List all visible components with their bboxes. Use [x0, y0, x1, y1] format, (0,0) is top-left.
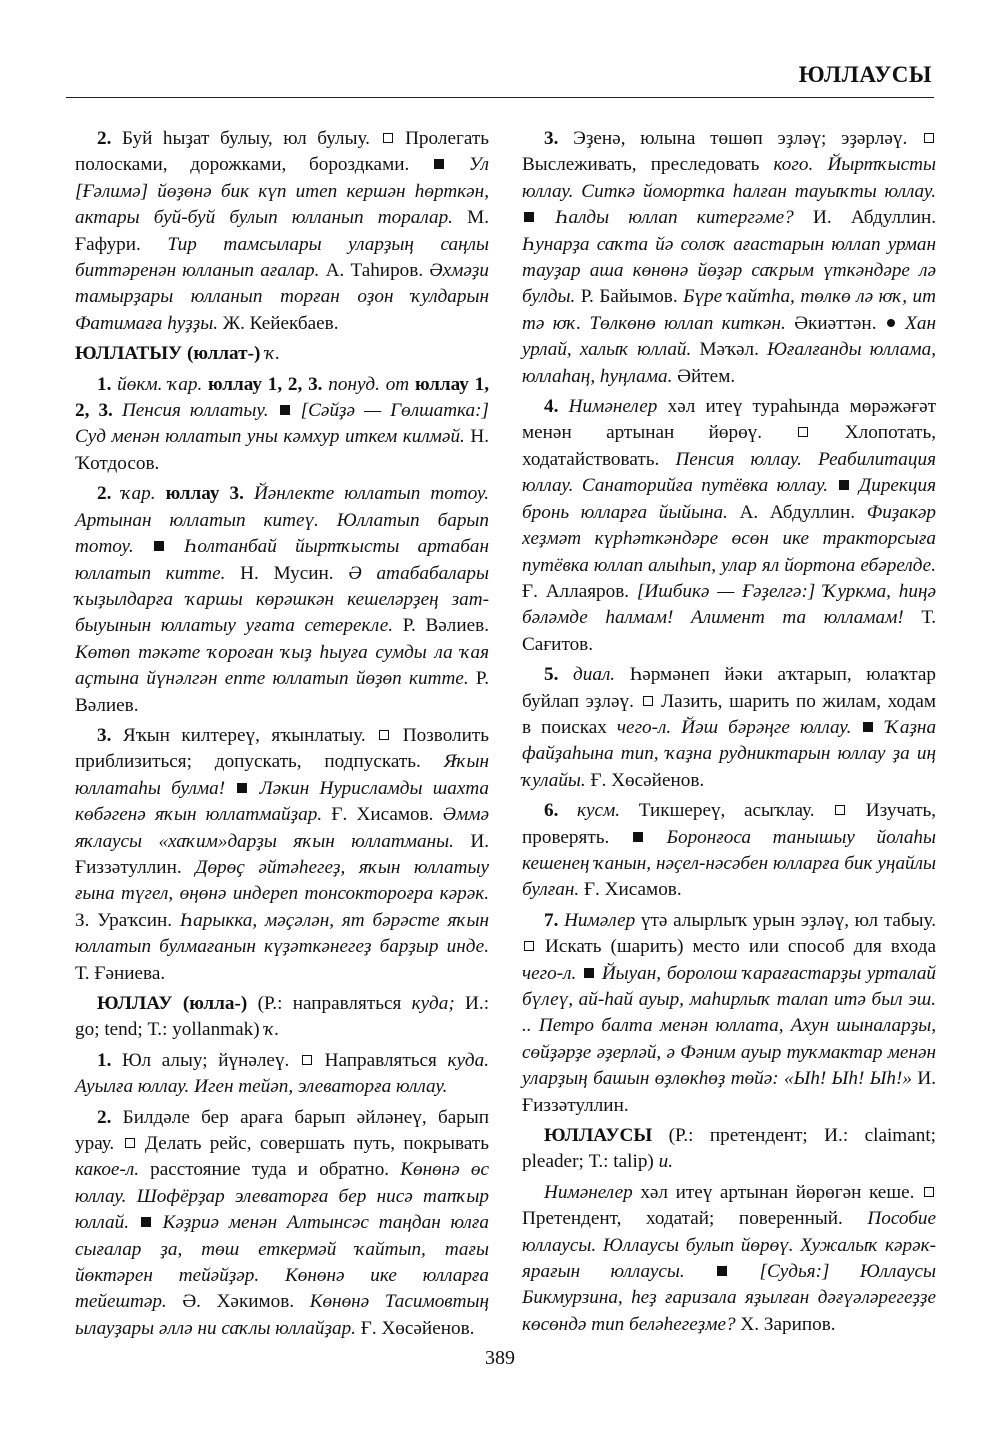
source: Ғ. Хисамов. — [583, 879, 682, 901]
label: Нимәнелер — [544, 1181, 633, 1203]
definition: хәл итеү артынан йөрөгән кеше. — [640, 1181, 915, 1203]
source: Т. Сағитов. — [522, 607, 936, 655]
source: Р. Вәлиев. — [402, 615, 489, 637]
sense-paragraph — [75, 126, 489, 337]
entry-head — [522, 1123, 936, 1176]
sense-number: 6. — [544, 800, 559, 822]
label: ҡар. — [121, 483, 156, 505]
etymology: И.: go; tend; Т.: yollanmak) — [75, 993, 490, 1041]
definition: Тикшереү, асыҡлау. — [638, 800, 815, 822]
example-marker-icon — [717, 1266, 727, 1276]
source: Ж. Кейекбаев. — [222, 312, 339, 334]
running-header: ЮЛЛАУСЫ — [798, 62, 932, 87]
example: Пенсия юллау. Реабилитация юллау. Санаторийға путёвка юллау. — [522, 448, 937, 497]
page-number: 389 — [485, 1347, 515, 1369]
headword: ЮЛЛАУ — [97, 993, 173, 1014]
sense-paragraph — [75, 372, 489, 478]
sense-number: 2. — [97, 1106, 112, 1128]
etymology: (Р.: претендент; И.: claimant; pleader; Т.: talip) — [522, 1125, 936, 1173]
label: Нимәлер — [564, 909, 636, 931]
sense-paragraph — [522, 908, 936, 1119]
source: Ғ. Хисамов. — [331, 804, 434, 826]
label: чего-л. — [616, 716, 672, 738]
example: [Судья:] Юллаусы Бикмурзина, һеҙ ғаризала яҙылған дәғүәләрегеҙҙе көсөндә тип беләһегеҙме? — [522, 1261, 936, 1335]
example: Тир тамсылары уларҙың саңлы биттәренән юлланып ағалар. — [75, 233, 490, 282]
label: какое-л. — [75, 1159, 139, 1181]
source: Әкиәттән. — [794, 312, 877, 334]
sense-number: 3. — [544, 128, 559, 149]
example: Һалды юллап китергәме? — [555, 207, 794, 229]
translation: Делать рейс, совершать путь, покрывать — [144, 1133, 490, 1155]
source: Р. Байымов. — [580, 286, 678, 308]
headword: ЮЛЛАТЫУ — [75, 343, 183, 365]
example: Дөрөҫ әйтәһегеҙ, яҡын юллатыу ғына түгел, өңөнә индереп тонсоктороғра кәрәк. — [75, 856, 489, 905]
label: понуд. от — [328, 373, 410, 395]
stem: (юллат-) — [186, 343, 261, 365]
source: Т. Ғәниева. — [75, 962, 166, 984]
translation-marker-icon — [924, 133, 934, 143]
sense-number: 4. — [544, 396, 559, 418]
translation-marker-icon — [125, 1138, 135, 1148]
translation-marker-icon — [379, 730, 389, 740]
translation-marker-icon — [798, 427, 808, 437]
example: Пособие юллаусы. Юллаусы булып йөрөү. Хужалыҡ кәрәк-ярағын юллаусы. — [522, 1208, 936, 1283]
etymology: (Р.: направляться — [257, 993, 402, 1014]
example-marker-icon — [141, 1217, 151, 1227]
translation: Направляться — [324, 1049, 437, 1071]
definition: Эҙенә, юлына төшөп эҙләү; эҙәрләү. — [573, 128, 908, 149]
sense-paragraph — [75, 723, 489, 987]
definition: хәл итеү тураһында мөрәжәғәт менән артынан йөрөү. — [522, 396, 936, 444]
source: Х. Зарипов. — [740, 1313, 836, 1335]
sense-number: 1. — [97, 373, 112, 395]
entry-head — [75, 991, 489, 1044]
source: И. Ғиззәтуллин. — [522, 1068, 936, 1116]
translation-marker-icon — [383, 133, 393, 143]
translation: Лазить, шарить по жилам, ходам в поисках — [522, 690, 937, 738]
stem: (юлла-) — [182, 993, 248, 1014]
definition: Яҡын килтереү, яҡынлатыу. — [122, 724, 366, 746]
example: Әммә яҡлаусы «хаҡим»дарҙы яҡын юллатманы. — [75, 804, 490, 852]
sense-paragraph — [75, 1048, 489, 1101]
example: Ләкин Нурисламды шахта көбәгенә яҡын юллатмайҙар. — [75, 777, 490, 826]
example: Һунарҙа саҡта йә солоҡ ағастарын юллап урман тауҙар аша көнөнә йөҙәр саҡрым үткәндәре лә булды. — [522, 233, 936, 308]
sense-paragraph — [75, 481, 489, 719]
source: Ә. Хәкимов. — [182, 1291, 295, 1313]
example: Ул [Ғәлимә] йөҙөнә бик күп итеп кершән һөрткән, актары буй-буй булып юлланып торалар. — [75, 154, 490, 229]
sense-number: 2. — [97, 128, 112, 149]
source: Ғ. Хөсәйенов. — [360, 1317, 475, 1339]
example-marker-icon — [863, 722, 873, 732]
sense-number: 5. — [544, 664, 559, 686]
example: Һолтанбай йыртҡысты артабан юллатып китте. — [75, 536, 490, 584]
left-column — [75, 126, 489, 1346]
example-marker-icon — [633, 832, 643, 842]
example: Һарыкка, мәҫәлән, ят бәрәсте яҡын юллатып булмағанын күҙәткәнегеҙ барҙыр инде. — [75, 909, 489, 958]
translation-marker-icon — [835, 805, 845, 815]
etymology-label: куда; — [411, 993, 455, 1014]
source: З. Ураҡсин. — [75, 909, 173, 931]
example: Кәҙриә менән Алтынсәс таңдан юлға сығалар ҙа, төш еткермәй ҡайтып, тағы йөктәрен тейәйҙәр. Көнөнә ике юлларға тейештәр. — [75, 1212, 489, 1313]
source: И. Ғиззәтуллин. — [75, 830, 489, 878]
source: Әйтем. — [677, 365, 736, 387]
translation: Пролегать полосками, дорожками, бороздками. — [75, 128, 489, 176]
right-column — [522, 126, 936, 1342]
example: Фиҙакәр хеҙмәт күрһәткәндәре өсөн ике тракторсыға путёвка юллап алыһып, улар ял йортона ебәрелде. — [522, 501, 936, 576]
example: Пенсия юллатыу. — [121, 400, 269, 422]
sense-number: 3. — [97, 724, 112, 746]
source: Н. Ҡотдосов. — [75, 426, 490, 474]
example: Йыуан, боролош ҡарағастарҙы урталай бүлеү, ай-һай ауыр, маһирлыҡ талап итә был эш. .. Петро балта менән юллата, Ахун шыналарҙы, сөйҙәрҙе әҙерләй, ә Фәним ауыр туҡмактар менән уларҙың башын өҙлөкһөҙ төйә: «Ыһ! Ыһ! Ыһ!» — [522, 962, 937, 1090]
sense-paragraph — [522, 394, 936, 658]
translation: расстояние туда и обратно. — [150, 1159, 390, 1181]
example: Көнөнә өс юллау. Шофёрҙар элеваторға бер нисә тапҡыр юллай. — [75, 1159, 489, 1234]
example-marker-icon — [524, 212, 534, 222]
source: Р. Вәлиев. — [75, 668, 489, 716]
translation-marker-icon — [924, 1187, 934, 1197]
label: йөкм. ҡар. — [117, 373, 203, 395]
source: Н. Мусин. — [240, 562, 334, 584]
source: М. Ғафури. — [75, 207, 489, 255]
translation-marker-icon — [643, 696, 653, 706]
source: И. Абдуллин. — [812, 207, 937, 229]
sense-paragraph — [522, 1180, 936, 1338]
translation: Выслеживать, преследовать — [522, 154, 760, 176]
example: [Ишбикә — Ғәҙелгә:] Ҡуркма, һиңә бәләмде һалмам! Алимент та юлламам! — [522, 580, 936, 629]
example: куда. Ауылға юллау. Иген тейәп, элеваторға юллау. — [75, 1049, 490, 1098]
example: Ҡаҙна файҙаһына тип, ҡаҙна рудниктарын юллау ҙа иң ҡулайы. — [522, 716, 937, 791]
sense-paragraph — [522, 662, 936, 794]
proverb-marker-icon — [887, 319, 895, 327]
example: Бүре ҡайтһа, төлкө лә юҡ, ит тә юҡ. Төлкөнө юллап киткән. — [522, 286, 937, 334]
label: диал. — [573, 664, 616, 686]
example: Ә атабабалары ҡыҙылдарға ҡаршы көрәшкән кешеләрҙең зат-быуынын юллатыу уғата сетерекле. — [75, 562, 490, 637]
definition: Һәрмәнеп йәки аҡтарып, юлаҡтар буйлап эҙләү. — [522, 664, 936, 712]
part-of-speech: и. — [658, 1151, 673, 1173]
sense-number: 2. — [97, 483, 112, 505]
label: чего-л. — [522, 962, 577, 984]
label: кусм. — [577, 800, 621, 822]
translation: Изучать, проверять. — [522, 800, 937, 848]
translation: Хлопотать, ходатайствовать. — [522, 422, 936, 470]
example: Әхмәҙи тамырҙары юлланып торған оҙон ҡулдарын Фатимаға һуҙҙы. — [75, 260, 489, 334]
example: Көтөп тәкәте ҡороған ҡыҙ һыуға сумды ла ҡая аҫтына йүнәлгән ептe юллатып йөҙөп китте. — [75, 641, 489, 690]
header-rule — [66, 97, 934, 98]
example-marker-icon — [154, 541, 164, 551]
translation: Претендент, ходатай; поверенный. — [522, 1208, 843, 1230]
headword: ЮЛЛАУСЫ — [544, 1125, 653, 1147]
example: Йәнлекте юллатып тотоу. Артынан юллатып китеү. Юллатып барып тотоу. — [75, 483, 490, 558]
example: Йәш бәрәңге юллау. — [681, 716, 852, 738]
definition: Билдәле бер араға барып әйләнеү, барып урау. — [75, 1106, 490, 1155]
sense-paragraph — [75, 1105, 489, 1343]
example-marker-icon — [434, 159, 444, 169]
translation-marker-icon — [302, 1055, 312, 1065]
entry-head — [75, 341, 489, 367]
cross-reference: юллау 1, 2, 3. — [75, 373, 490, 422]
cross-reference: юллау 3. — [165, 483, 244, 505]
part-of-speech: ҡ. — [265, 343, 281, 365]
source: Ғ. Аллаяров. — [522, 580, 630, 602]
definition: Буй һыҙат булыу, юл булыу. — [121, 128, 370, 149]
example: Дирекция бронь юлларға йыйына. — [522, 475, 937, 523]
example-marker-icon — [237, 783, 247, 793]
translation-marker-icon — [524, 941, 534, 951]
example-marker-icon — [280, 405, 290, 415]
label: кого. — [773, 154, 814, 176]
source: Мәҡәл. — [699, 339, 759, 361]
example: Боронғоса танышыу йолаһы кешенең ҡанын, нәҫел-нәсәбен юлларға бик уңайлы булған. — [522, 826, 937, 901]
label: Нимәнелер — [568, 396, 658, 418]
translation: Позволить приблизиться; допускать, подпускать. — [75, 724, 490, 773]
translation: Искать (шарить) место или способ для входа — [544, 936, 936, 958]
part-of-speech: ҡ. — [264, 1019, 280, 1041]
source: А. Абдуллин. — [739, 501, 856, 523]
definition: Юл алыу; йүнәлеү. — [122, 1049, 290, 1071]
source: Ғ. Хөсәйенов. — [590, 769, 705, 791]
cross-reference: юллау 1, 2, 3. — [208, 373, 323, 395]
example: Хан урлай, халыҡ юллай. — [522, 312, 937, 361]
example-marker-icon — [584, 968, 594, 978]
source: А. Таһиров. — [325, 260, 424, 282]
example-marker-icon — [839, 480, 849, 490]
definition: үтә алырлыҡ урын эҙләү, юл табыу. — [640, 909, 937, 931]
example: [Сәйҙә — Гөлшатка:] Суд менән юллатып уны кәмхур иткем килмәй. — [75, 400, 489, 448]
sense-number: 1. — [97, 1049, 112, 1071]
sense-number: 7. — [544, 909, 559, 931]
example: Яҡын юллатаһы булма! — [75, 751, 489, 799]
sense-paragraph — [522, 126, 936, 390]
example: Юғалғанды юллама, юллаһаң, һуңлама. — [522, 339, 936, 387]
example: Йыртҡысты юллау. Ситкә йоморткa һалған тауыҡты юллау. — [522, 154, 937, 202]
example: Көнөнә Тасимовтың ылауҙары әллә ни саҡлы юллайҙар. — [75, 1291, 490, 1339]
sense-paragraph — [522, 798, 936, 904]
